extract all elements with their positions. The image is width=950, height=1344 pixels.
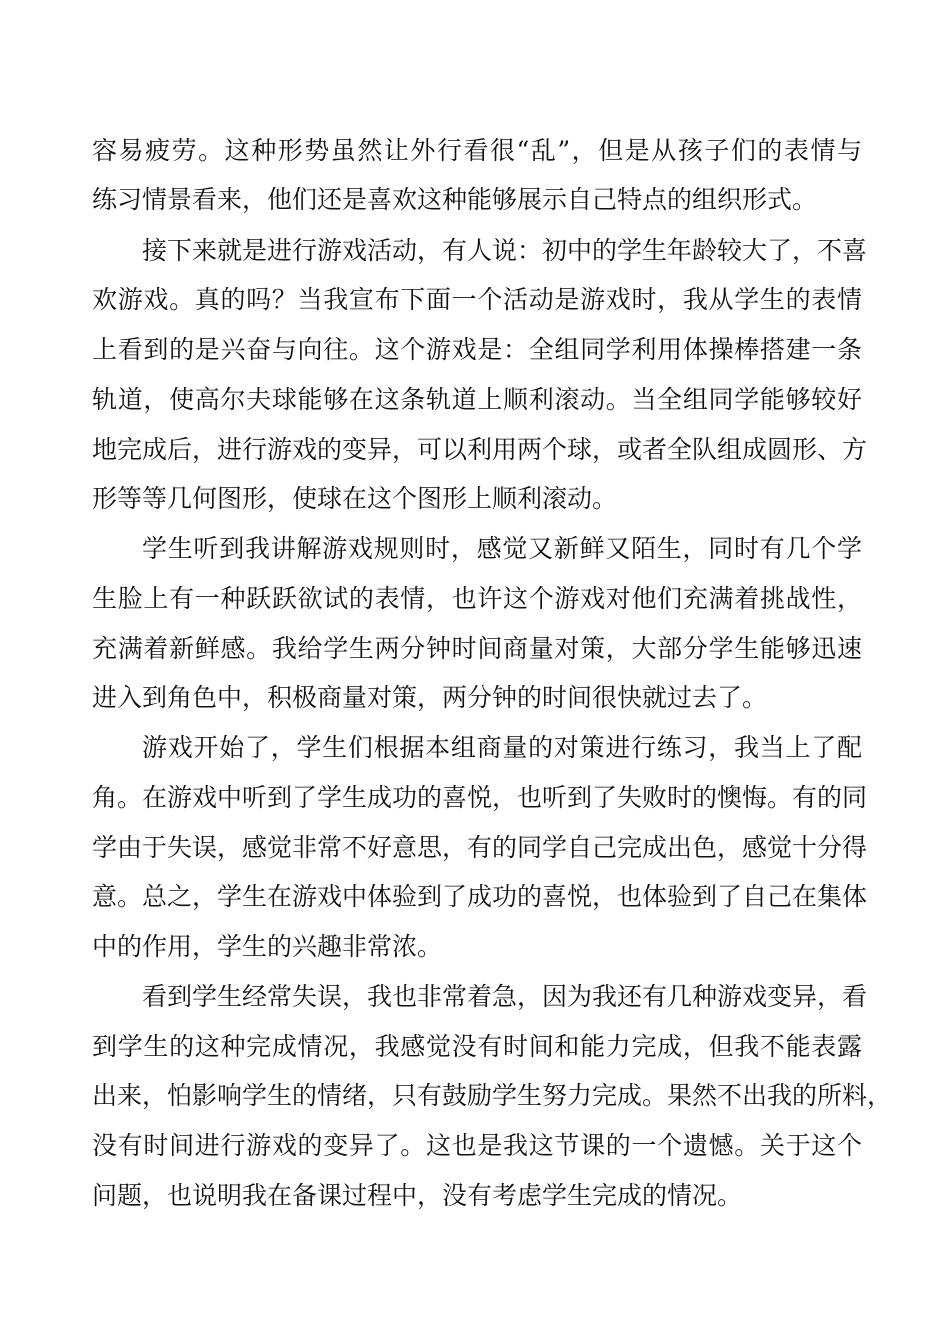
paragraph-5-line-5: 问题，也说明我在备课过程中，没有考虑学生完成的情况。 [92, 1181, 743, 1210]
paragraph-5-line-3: 出来，怕影响学生的情绪，只有鼓励学生努力完成。果然不出我的所料， [92, 1081, 893, 1110]
paragraph-4-line-3: 学由于失误，感觉非常不好意思，有的同学自己完成出色，感觉十分得 [92, 833, 868, 862]
paragraph-5-line-2: 到学生的这种完成情况，我感觉没有时间和能力完成，但我不能表露 [92, 1032, 862, 1061]
paragraph-1-line-1: 容易疲劳。这种形势虽然让外行看很“乱”，但是从孩子们的表情与 [92, 136, 862, 165]
paragraph-3-line-4: 进入到角色中，积极商量对策，两分钟的时间很快就过去了。 [92, 683, 768, 712]
paragraph-4-line-5: 中的作用，学生的兴趣非常浓。 [92, 932, 443, 961]
paragraph-2-line-3: 上看到的是兴奋与向往。这个游戏是：全组同学利用体操棒搭建一条 [92, 335, 862, 364]
paragraph-4-line-2: 角。在游戏中听到了学生成功的喜悦，也听到了失败时的懊悔。有的同 [92, 783, 868, 812]
paragraph-4-line-1: 游戏开始了，学生们根据本组商量的对策进行练习，我当上了配 [142, 733, 862, 762]
paragraph-4-line-4: 意。总之，学生在游戏中体验到了成功的喜悦，也体验到了自己在集体 [92, 882, 868, 911]
paragraph-3-line-1: 学生听到我讲解游戏规则时，感觉又新鲜又陌生，同时有几个学 [142, 534, 862, 563]
paragraph-2-line-6: 形等等几何图形，使球在这个图形上顺利滚动。 [92, 484, 618, 513]
paragraph-2-line-5: 地完成后，进行游戏的变异，可以利用两个球，或者全队组成圆形、方 [92, 435, 868, 464]
paragraph-2-line-2: 欢游戏。真的吗？当我宣布下面一个活动是游戏时，我从学生的表情 [92, 285, 862, 314]
paragraph-5-line-1: 看到学生经常失误，我也非常着急，因为我还有几种游戏变异，看 [142, 982, 868, 1011]
paragraph-3-line-3: 充满着新鲜感。我给学生两分钟时间商量对策，大部分学生能够迅速 [92, 634, 862, 663]
paragraph-5-line-4: 没有时间进行游戏的变异了。这也是我这节课的一个遗憾。关于这个 [92, 1131, 862, 1160]
paragraph-2-line-4: 轨道，使高尔夫球能够在这条轨道上顺利滚动。当全组同学能够较好 [92, 385, 862, 414]
paragraph-1-line-2: 练习情景看来，他们还是喜欢这种能够展示自己特点的组织形式。 [92, 185, 818, 214]
paragraph-2-line-1: 接下来就是进行游戏活动，有人说：初中的学生年龄较大了，不喜 [142, 236, 868, 265]
paragraph-3-line-2: 生脸上有一种跃跃欲试的表情，也许这个游戏对他们充满着挑战性， [92, 584, 862, 613]
